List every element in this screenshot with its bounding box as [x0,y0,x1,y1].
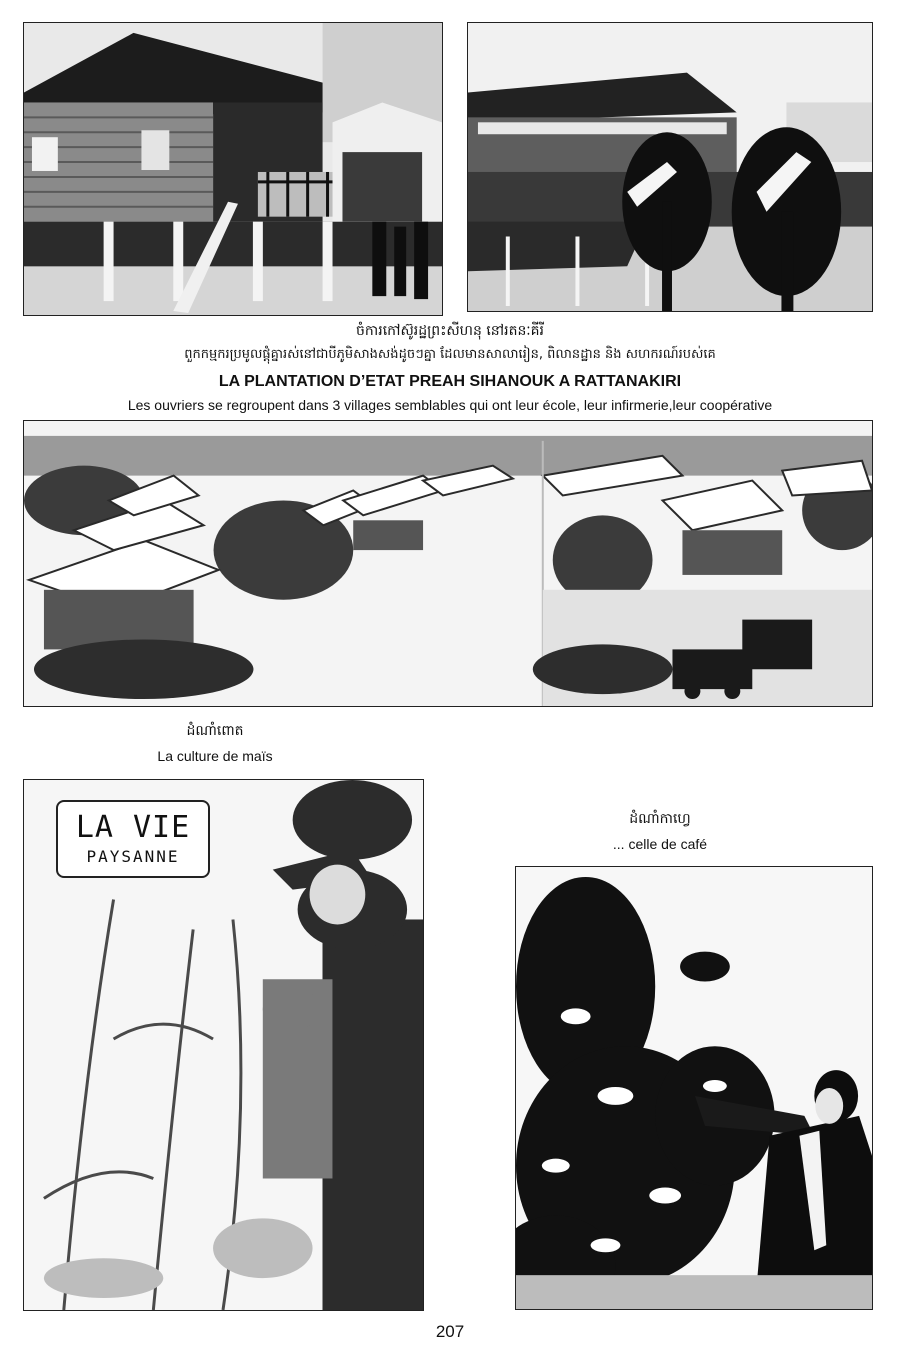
coffee-plant-illustration [516,867,872,1309]
caption-khmer-line1: ចំការកៅស៊ូរដ្ឋព្រះសីហនុ នៅរតនៈគីរី [356,323,544,339]
caption-cafe-khmer: ដំណាំកាហ្វេ [629,811,691,827]
photo-hangar [467,22,873,312]
caption-khmer-line2: ពួកកម្មករប្រមូលផ្តុំគ្នារស់នៅជាបីភូមិសាងសង់ដូចៗគ្នា ដែលមានសាលារៀន, ពិលានដ្ឋាន និង សហករណ៍របស់គេ [184,347,716,362]
sign-line1: LA VIE [75,810,191,845]
caption-subtitle: Les ouvriers se regroupent dans 3 villages semblables qui ont leur école, leur infirmerie,leur coopérative [127,397,773,413]
photo-villages [23,420,873,707]
caption-title: LA PLANTATION D’ETAT PREAH SIHANOUK A RATTANAKIRI [218,373,682,390]
caption-mais-khmer: ដំណាំពោត [186,723,244,739]
photo-stilt-house [23,22,443,316]
villages-illustration [24,421,872,706]
sign-line2: PAYSANNE [86,847,180,866]
hangar-illustration [468,23,872,311]
caption-cafe-french: ... celle de café [612,836,708,852]
photo-cafe [515,866,873,1310]
photo-mais [23,779,424,1311]
stilt-house-illustration [24,23,442,315]
caption-mais-french: La culture de maïs [157,748,273,764]
la-vie-paysanne-sign [56,800,210,878]
page-number: 207 [435,1322,465,1341]
